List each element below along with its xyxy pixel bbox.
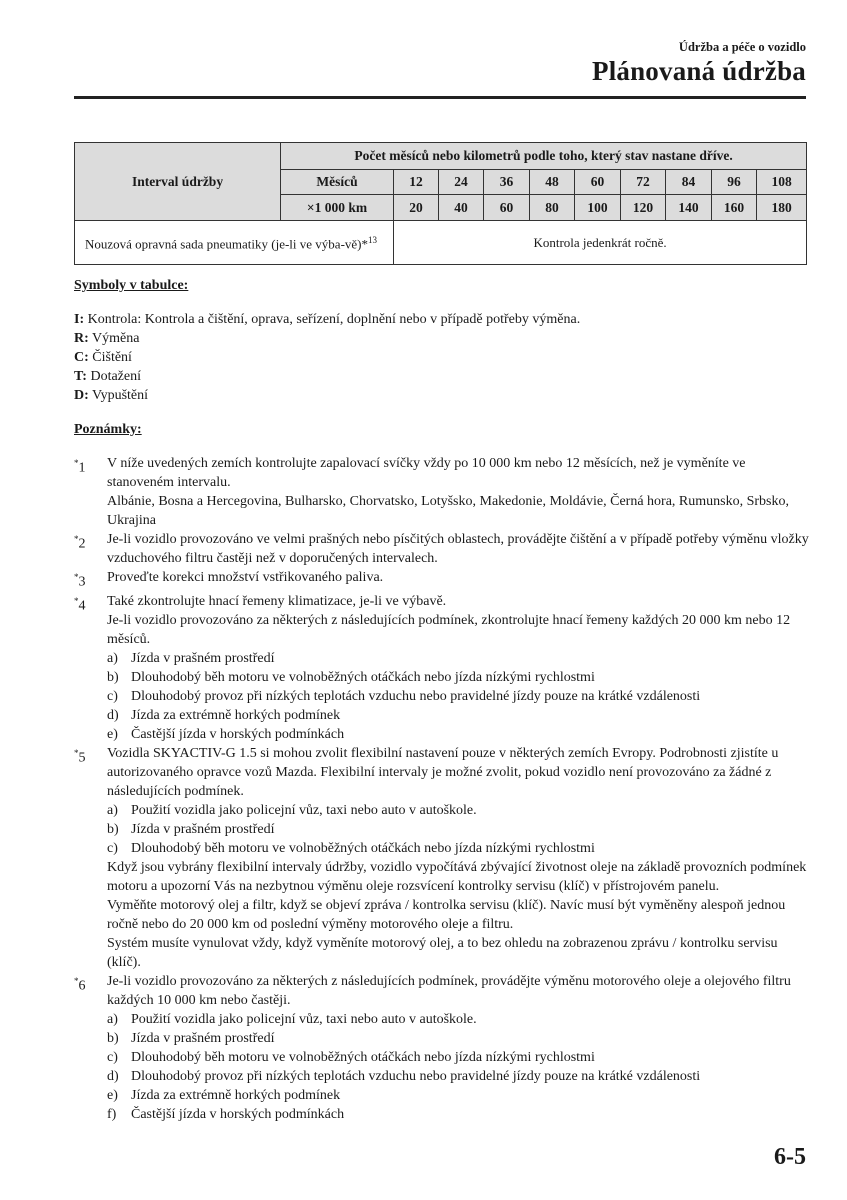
footnote-3: *3 Proveďte korekci množství vstřikovaného paliva. [74, 568, 809, 592]
km-cell: 20 [394, 195, 439, 221]
item-label: Nouzová opravná sada pneumatiky (je-li ve výba-vě)*$^{13}$ [75, 221, 394, 265]
months-cell: 96 [712, 170, 757, 195]
footnote-text: V níže uvedených zemích kontrolujte zapalovací svíčky vždy po 10 000 km nebo 12 měsících, než je vyměníte ve stanoveném intervalu. [107, 456, 746, 490]
list-item: b) Dlouhodobý běh motoru ve volnoběžných otáčkách nebo jízda nízkými rychlostmi [107, 669, 595, 685]
footnote-6: *6 Je-li vozidlo provozováno za některých z následujících podmínek, provádějte výměnu motorového oleje a olejového filtru každých 10 000 km nebo častěji. a) Použití vozidla jako policejní vůz, taxi nebo auto v autoškole. b) Jízda v prašném prostředí c) Dlouhodobý běh motoru ve volnoběžných otáčkách nebo jízda nízkými rychlostmi d) Dlouhodobý provoz při nízkých teplotách vzduchu nebo pravidelné jízdy pouze na krátké vzdálenosti e) Jízda za extrémně horkých podmínek f) Častější jízda v horských podmínkách [74, 972, 809, 1124]
footnote-text: Proveďte korekci množství vstřikovaného paliva. [107, 570, 384, 585]
symbol-item: D: Vypuštění [74, 388, 149, 403]
list-item: c) Dlouhodobý provoz při nízkých teplotách vzduchu nebo pravidelné jízdy pouze na krátké vzdálenosti [107, 688, 701, 704]
footnote-text: Systém musíte vynulovat vždy, když vyměníte motorový olej, a to bez ohledu na zobrazenou zprávu / kontrolku servisu (klíč). [107, 935, 778, 970]
symbols-list [74, 310, 809, 405]
symbols-heading: Symboly v tabulce: [74, 278, 189, 293]
list-item: e) Jízda za extrémně horkých podmínek [107, 1087, 341, 1103]
km-label: ×1 000 km [281, 195, 394, 221]
km-cell: 60 [484, 195, 530, 221]
km-cell: 180 [757, 195, 807, 221]
months-cell: 24 [439, 170, 484, 195]
span-header: Počet měsíců nebo kilometrů podle toho, který stav nastane dříve. [281, 143, 807, 170]
list-item: e) Častější jízda v horských podmínkách [107, 726, 345, 742]
km-cell: 40 [439, 195, 484, 221]
footnote-text: Je-li vozidlo provozováno za některých z následujících podmínek, provádějte výměnu motorového oleje a olejového filtru každých 10 000 km nebo častěji. [107, 973, 791, 1008]
footnote-text: Když jsou vybrány flexibilní intervaly údržby, vozidlo vypočítává zbývající životnost oleje na základě provozních podmínek motoru a upozorní Vás na nezbytnou výměnu oleje rozsvícení kontrolky servisu (klíč) v přístrojovém panelu. [107, 859, 807, 894]
footnote-2: *2 Je-li vozidlo provozováno ve velmi prašných nebo písčitých oblastech, provádějte čištění a v případě potřeby výměnu vložky vzduchového filtru častěji než v doporučených intervalech. [74, 532, 809, 566]
interval-label: Interval údržby [75, 143, 281, 221]
footnote-text: Je-li vozidlo provozováno za některých z následujících podmínek, zkontrolujte hnací řemeny každých 20 000 km nebo 12 měsíců. [107, 612, 791, 647]
footnote-1: *1 V níže uvedených zemích kontrolujte zapalovací svíčky vždy po 10 000 km nebo 12 měsících, než je vyměníte ve stanoveném intervalu. Albánie, Bosna a Hercegovina, Bulharsko, Chorvatsko, Lotyšsko, Makedonie, Moldávie, Černá hora, Rumunsko, Srbsko, Ukrajina [74, 454, 809, 530]
months-label: Měsíců [281, 170, 394, 195]
symbol-item: R: Výměna [74, 331, 140, 346]
list-item: a) Použití vozidla jako policejní vůz, taxi nebo auto v autoškole. [107, 1011, 477, 1027]
list-item: b) Jízda v prašném prostředí [107, 1030, 275, 1046]
notes-heading: Poznámky: [74, 422, 142, 437]
months-cell: 48 [530, 170, 575, 195]
symbol-item: I: Kontrola: Kontrola a čištění, oprava, seřízení, doplnění nebo v případě potřeby výměna. [74, 312, 581, 327]
list-item: d) Jízda za extrémně horkých podmínek [107, 707, 341, 723]
months-cell: 60 [575, 170, 621, 195]
km-cell: 160 [712, 195, 757, 221]
km-cell: 120 [621, 195, 666, 221]
km-cell: 140 [666, 195, 712, 221]
section-header: Údržba a péče o vozidlo [678, 40, 806, 54]
km-cell: 80 [530, 195, 575, 221]
footnote-text: Albánie, Bosna a Hercegovina, Bulharsko, Chorvatsko, Lotyšsko, Makedonie, Moldávie, Černá hora, Rumunsko, Srbsko, Ukrajina [107, 494, 790, 528]
page-title: Plánovaná údržba [592, 56, 806, 86]
page-number: 6-5 [774, 1144, 806, 1170]
months-cell: 12 [394, 170, 439, 195]
list-item: c) Dlouhodobý běh motoru ve volnoběžných otáčkách nebo jízda nízkými rychlostmi [107, 1049, 595, 1065]
symbol-item: C: Čištění [74, 350, 132, 365]
list-item: a) Použití vozidla jako policejní vůz, taxi nebo auto v autoškole. [107, 802, 477, 818]
months-cell: 84 [666, 170, 712, 195]
maintenance-table [74, 142, 807, 265]
km-cell: 100 [575, 195, 621, 221]
header-rule [74, 96, 806, 99]
footnote-text: Vozidla SKYACTIV-G 1.5 si mohou zvolit flexibilní nastavení pouze v některých zemích Evropy. Podrobnosti zjistíte u autorizovaného opravce vozů Mazda. Flexibilní intervaly je možné zvolit, pokud vozidlo není provozováno za žádné z následujících podmínek. [107, 745, 779, 799]
list-item: a) Jízda v prašném prostředí [107, 650, 275, 666]
symbol-item: T: Dotažení [74, 369, 141, 384]
months-cell: 108 [757, 170, 807, 195]
list-item: f) Častější jízda v horských podmínkách [107, 1106, 345, 1122]
footnote-text: Vyměňte motorový olej a filtr, když se objeví zpráva / kontrolka servisu (klíč). Navíc musí být vyměněny alespoň jednou ročně nebo do 20 000 km od poslední výměny motorového oleje a filtru. [107, 897, 786, 932]
list-item: c) Dlouhodobý běh motoru ve volnoběžných otáčkách nebo jízda nízkými rychlostmi [107, 840, 595, 856]
footnote-text: Je-li vozidlo provozováno ve velmi prašných nebo písčitých oblastech, provádějte čištění a v případě potřeby výměnu vložky vzduchového filtru častěji než v doporučených intervalech. [107, 532, 809, 566]
footnote-text: Také zkontrolujte hnací řemeny klimatizace, je-li ve výbavě. [107, 593, 447, 609]
months-cell: 72 [621, 170, 666, 195]
body-text [74, 276, 809, 1124]
item-note: Kontrola jedenkrát ročně. [394, 221, 807, 265]
list-item: d) Dlouhodobý provoz při nízkých teplotách vzduchu nebo pravidelné jízdy pouze na krátké vzdálenosti [107, 1068, 701, 1084]
months-cell: 36 [484, 170, 530, 195]
footnote-4: *4 Také zkontrolujte hnací řemeny klimatizace, je-li ve výbavě. Je-li vozidlo provozováno za některých z následujících podmínek, zkontrolujte hnací řemeny každých 20 000 km nebo 12 měsíců. a) Jízda v prašném prostředí b) Dlouhodobý běh motoru ve volnoběžných otáčkách nebo jízda nízkými rychlostmi c) Dlouhodobý provoz při nízkých teplotách vzduchu nebo pravidelné jízdy pouze na krátké vzdálenosti d) Jízda za extrémně horkých podmínek e) Častější jízda v horských podmínkách [74, 592, 809, 744]
footnote-5: *5 Vozidla SKYACTIV-G 1.5 si mohou zvolit flexibilní nastavení pouze v některých zemích Evropy. Podrobnosti zjistíte u autorizovaného opravce vozů Mazda. Flexibilní intervaly je možné zvolit, pokud vozidlo není provozováno za žádné z následujících podmínek. a) Použití vozidla jako policejní vůz, taxi nebo auto v autoškole. b) Jízda v prašném prostředí c) Dlouhodobý běh motoru ve volnoběžných otáčkách nebo jízda nízkými rychlostmi Když jsou vybrány flexibilní intervaly údržby, vozidlo vypočítává zbývající životnost oleje na základě provozních podmínek motoru a upozorní Vás na nezbytnou výměnu oleje rozsvícení kontrolky servisu (klíč) v přístrojovém panelu. Vyměňte motorový olej a filtr, když se objeví zpráva / kontrolka servisu (klíč). Navíc musí být vyměněny alespoň jednou ročně nebo do 20 000 km od poslední výměny motorového oleje a filtru. Systém musíte vynulovat vždy, když vyměníte motorový olej, a to bez ohledu na zobrazenou zprávu / kontrolku servisu (klíč). [74, 744, 809, 972]
list-item: b) Jízda v prašném prostředí [107, 821, 275, 837]
